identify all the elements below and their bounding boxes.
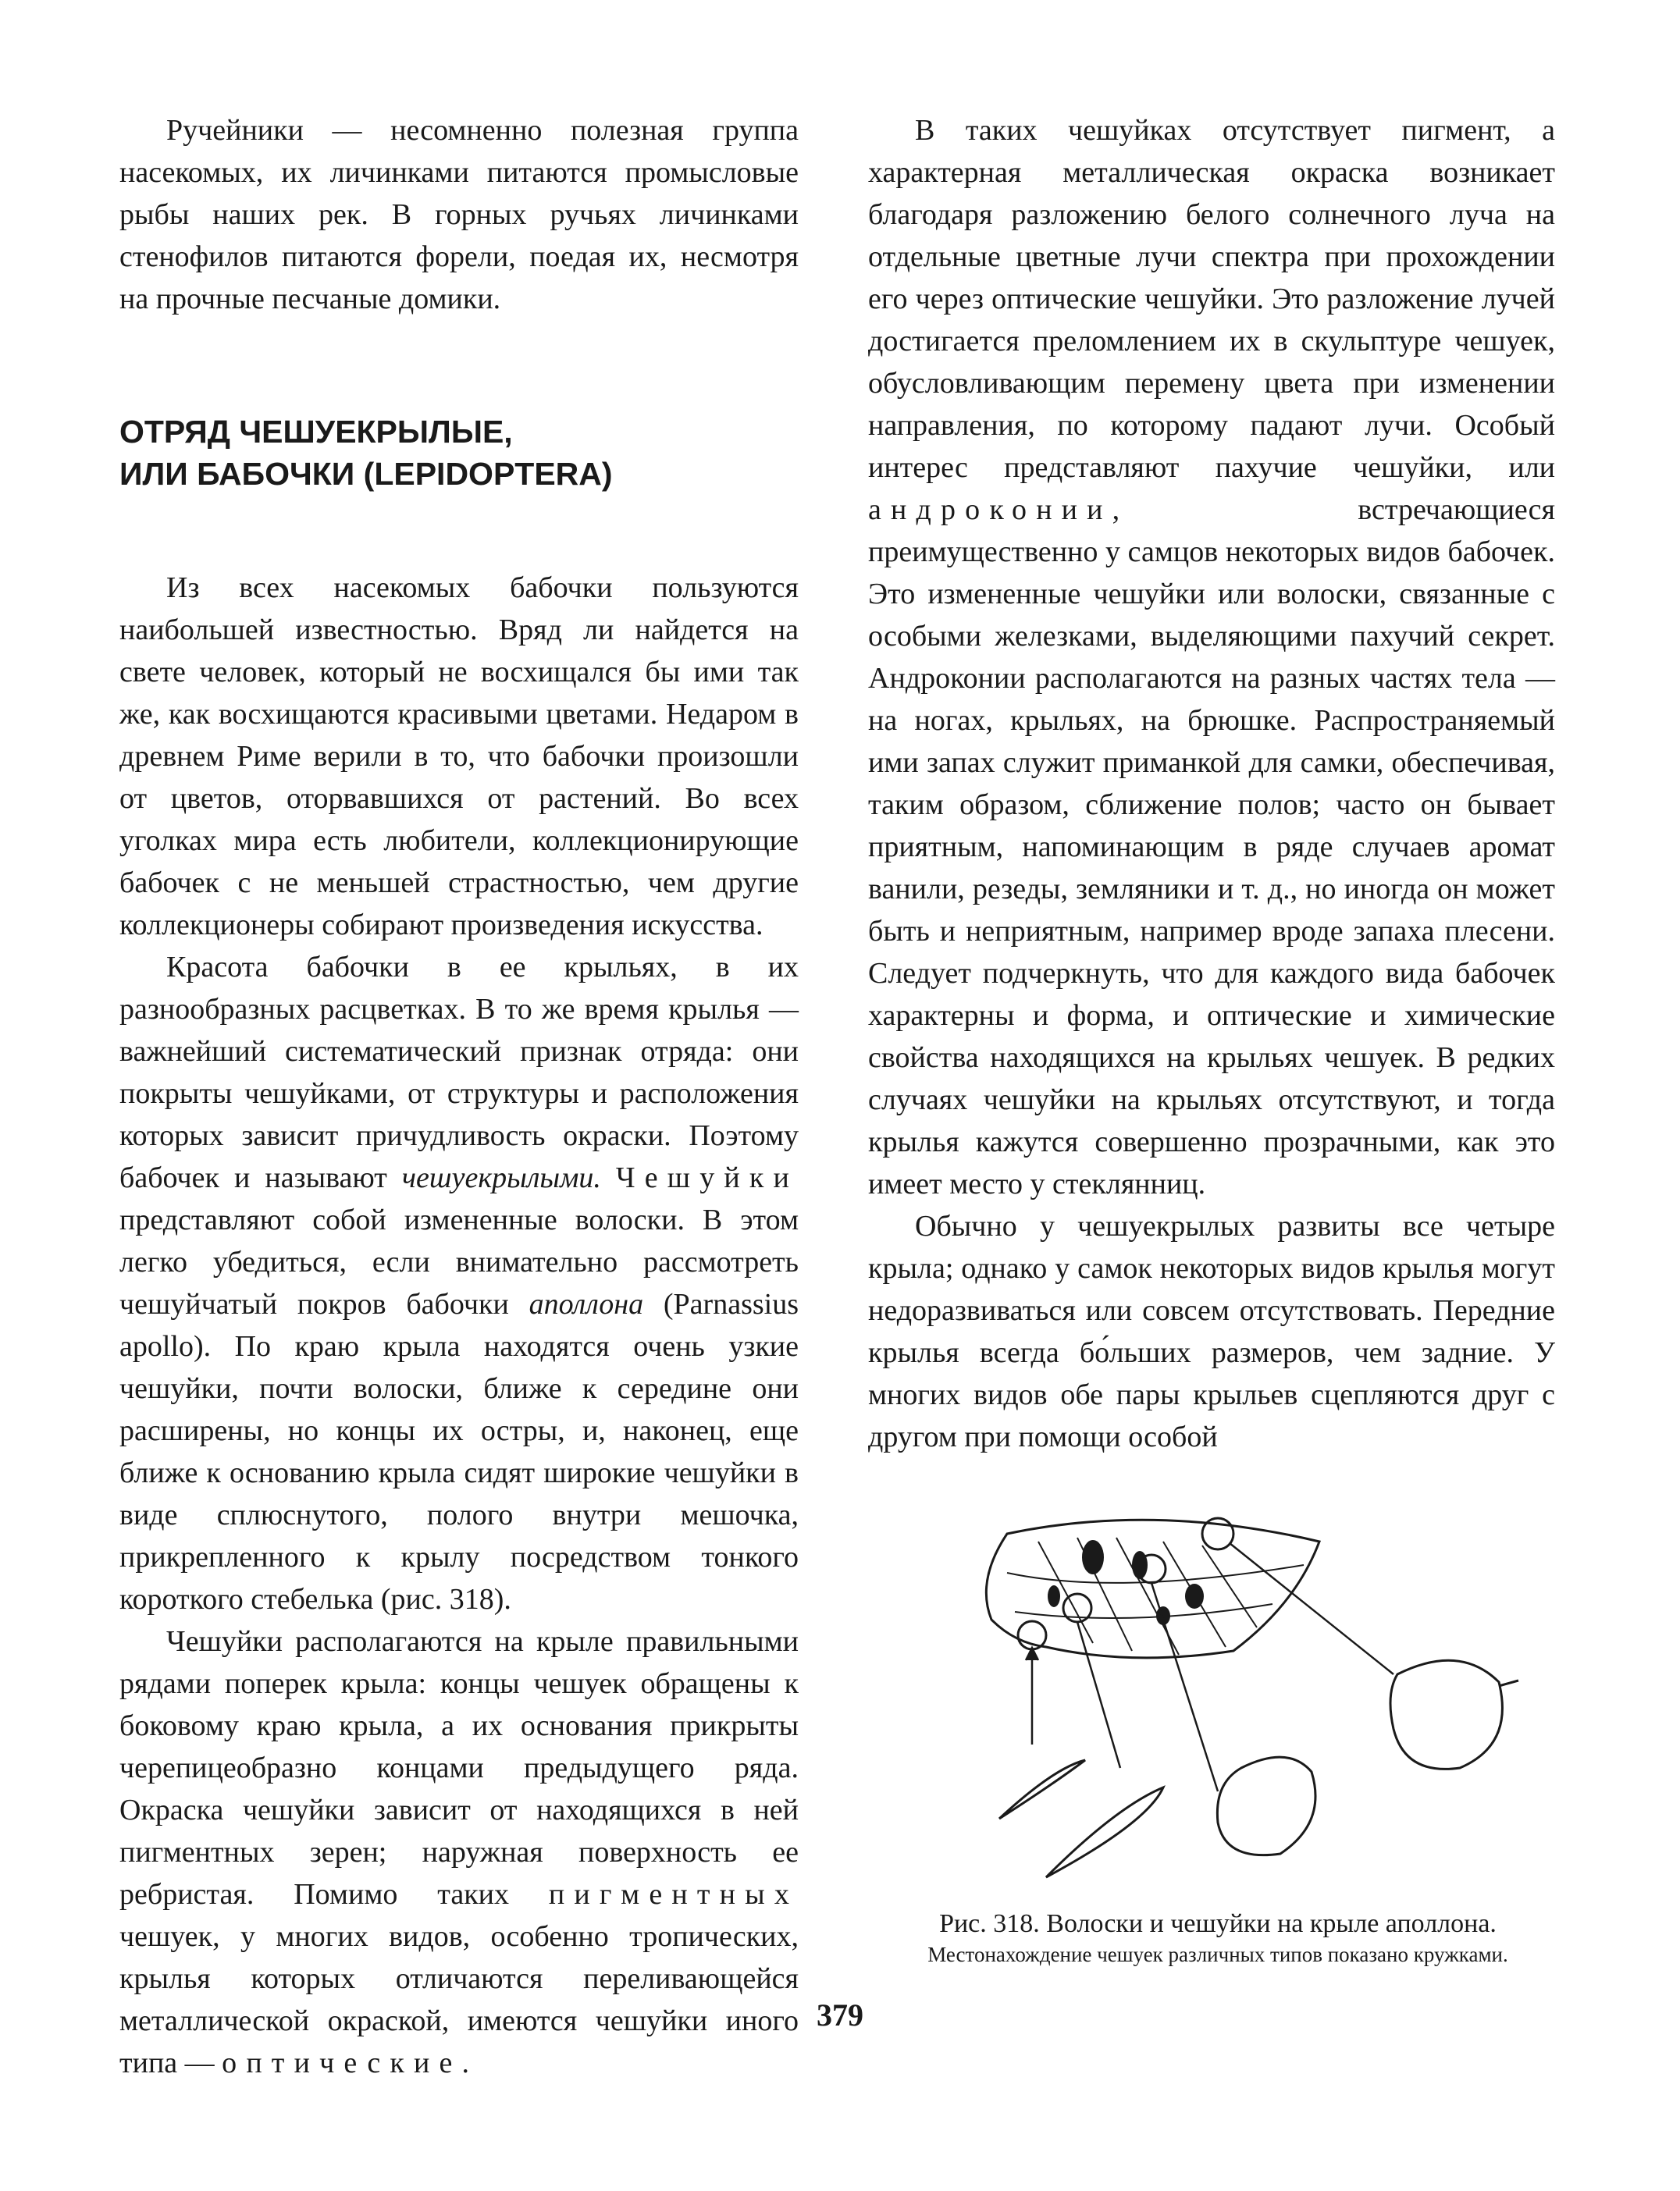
paragraph-caddisflies: Ручейники — несомненно полезная группа насекомых, их личинками питаются промысловые рыбы наших рек. В горных ручьях личинками стенофилов питаются форели, поедая их, несмотря на прочные песчаные домики. <box>119 114 799 315</box>
section-heading <box>119 411 799 495</box>
figure-caption <box>874 1908 1561 1966</box>
scale-location-circles <box>1018 1518 1233 1649</box>
paragraph-popularity: Из всех насекомых бабочки пользуются наибольшей известностью. Вряд ли найдется на свете человек, который не восхищался бы ими так же, как восхищаются красивыми цветами. Недаром в древнем Риме верили в то, что бабочки произошли от цветов, оторвавшихся от растений. Во всех уголках мира есть любители, коллекционирующие бабочек с не меньшей страстностью, чем другие коллекционеры собирают произведения искусства. <box>119 571 799 941</box>
heading-line-2: ИЛИ БАБОЧКИ (LEPIDOPTERA) <box>119 456 613 492</box>
lanceolate-scale <box>1046 1787 1163 1877</box>
left-column <box>119 109 799 2084</box>
caption-sub: Местонахождение чешуек различных типов показано кружками. <box>927 1943 1508 1966</box>
broad-scale-upper <box>1390 1660 1518 1769</box>
page-number: 379 <box>817 1997 863 2033</box>
caption-main: Рис. 318. Волоски и чешуйки на крыле аполлона. <box>939 1909 1497 1938</box>
broad-scale-lower <box>1217 1757 1315 1855</box>
paragraph-four-wings: Обычно у чешуекрылых развиты все четыре крыла; однако у самок некоторых видов крылья могут недоразвиваться или совсем отсутствовать. Передние крылья всегда бо́льших размеров, чем задние. У многих видов обе пары крыльев сцепляются друг с другом при помощи особой <box>868 1210 1555 1453</box>
paragraph-beauty-wings: Красота бабочки в ее крыльях, в их разнообразных расцветках. В то же время крылья — важнейший систематический признак отряда: они покрыты чешуйками, от структуры и расположения которых зависит причудливость окраски. Поэтому бабочек и называют чешуекрылыми. Чешуйки представляют собой измененные волоски. В этом легко убедиться, если внимательно рассмотреть чешуйчатый покров бабочки аполлона (Parnassius apollo). По краю крыла находятся очень узкие чешуйки, почти волоски, ближе к середине они расширены, но концы их остры, и, наконец, еще ближе к основанию крыла сидят широкие чешуйки в виде сплюснутого, полого внутри мешочка, прикрепленного к крылу посредством тонкого короткого стебелька (рис. 318). <box>119 951 799 1616</box>
paragraph-scale-rows: Чешуйки располагаются на крыле правильными рядами поперек крыла: концы чешуек обращены к боковому краю крыла, а их основания прикрыты черепицеобразно концами предыдущего ряда. Окраска чешуйки зависит от находящихся в ней пигментных зерен; наружная поверхность ее ребристая. Помимо таких пигментных чешуек, у многих видов, особенно тропических, крылья которых отличаются переливающейся металлической окраской, имеются чешуйки иного типа — оптические. <box>119 1625 799 2079</box>
heading-line-1: ОТРЯД ЧЕШУЕКРЫЛЫЕ, <box>119 414 513 450</box>
paragraph-optical-scales: В таких чешуйках отсутствует пигмент, а характерная металлическая окраска возникает благодаря разложению белого солнечного луча на отдельные цветные лучи спектра при прохождении его через оптические чешуйки. Это разложение лучей достигается преломлением их в скульптуре чешуек, обусловливающим перемену цвета при изменении направления, по которому падают лучи. Особый интерес представляют пахучие чешуйки, или андроконии, встречающиеся преимущественно у самцов некоторых видов бабочек. Это измененные чешуйки или волоски, связанные с особыми железками, выделяющими пахучий секрет. Андроконии располагаются на разных частях тела — на ногах, крыльях, на брюшке. Распространяемый ими запах служит приманкой для самки, обеспечивая, таким образом, сближение полов; часто он бывает приятным, напоминающим в ряде случаев аромат ванили, резеды, земляники и т. д., но иногда он может быть и неприятным, например вроде запаха плесени. Следует подчеркнуть, что для каждого вида бабочек характерны и форма, и оптические и химические свойства находящихся на крыльях чешуек. В редких случаях чешуйки на крыльях отсутствуют, и тогда крылья кажутся совершенно прозрачными, как это имеет место у стеклянниц. <box>868 114 1555 1200</box>
narrow-scale <box>999 1760 1085 1819</box>
right-column <box>868 109 1555 1458</box>
wing-scales-illustration <box>960 1510 1569 1901</box>
